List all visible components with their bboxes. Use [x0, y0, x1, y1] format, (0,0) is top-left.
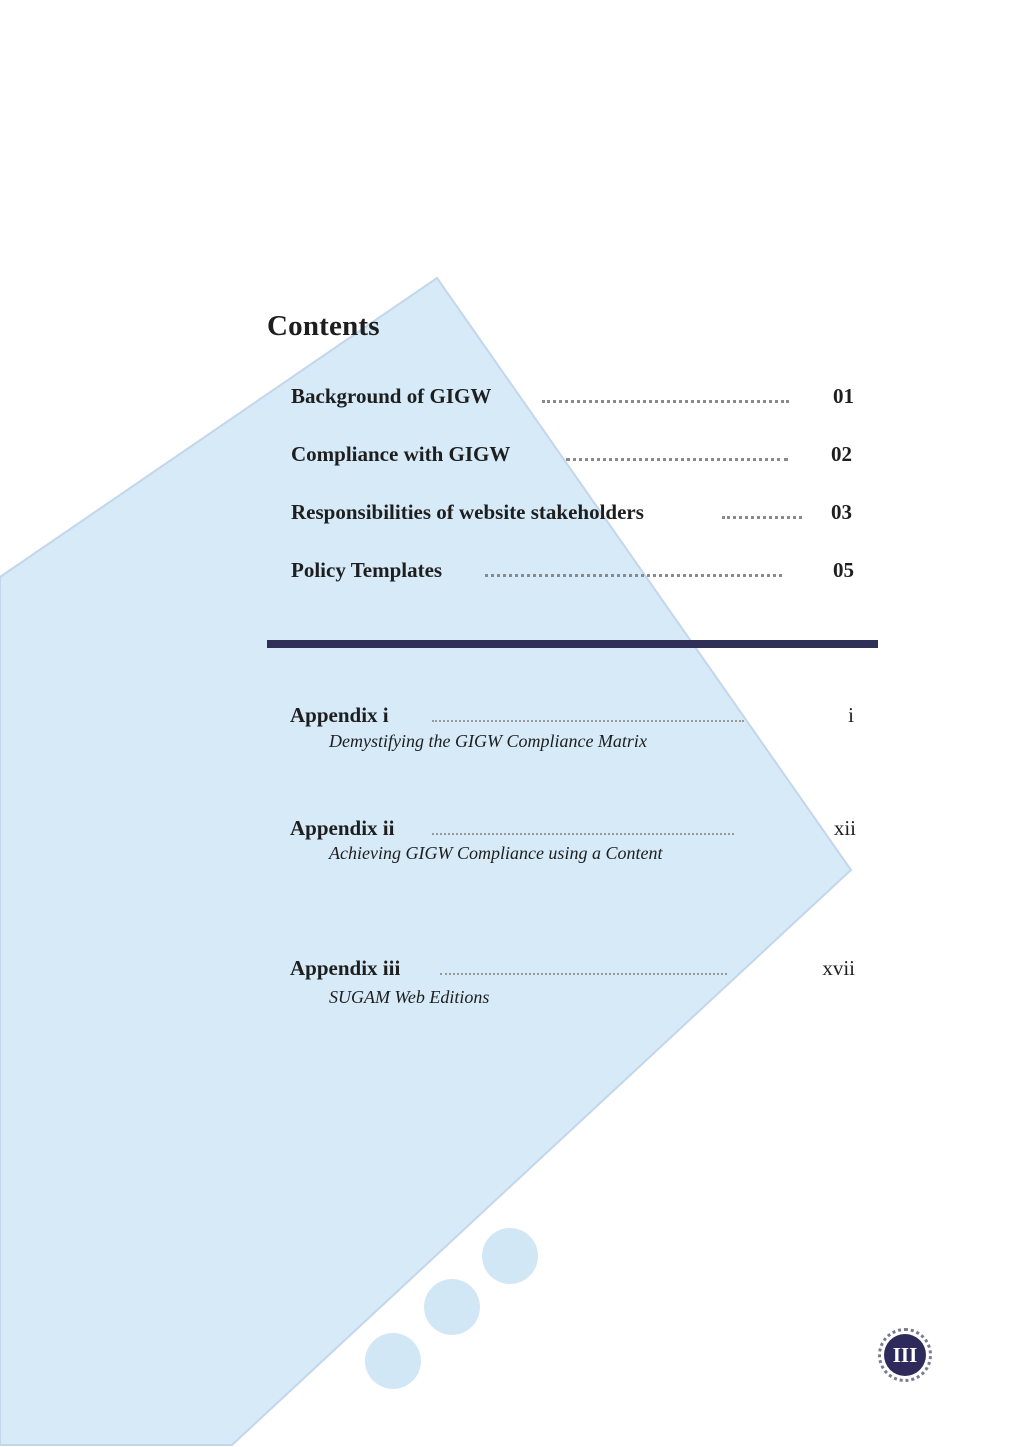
dot-leader: [722, 516, 802, 519]
decorative-circle-medium: [424, 1279, 480, 1335]
appendix-page: xvii: [822, 956, 855, 980]
appendix-subtitle: Demystifying the GIGW Compliance Matrix: [329, 731, 647, 751]
appendix-label[interactable]: Appendix ii: [290, 816, 395, 840]
page-number-badge: [878, 1328, 932, 1382]
toc-entry-label[interactable]: Policy Templates: [291, 558, 443, 582]
dot-leader: [485, 574, 782, 577]
appendix-page: i: [848, 703, 854, 727]
decorative-circle-small: [365, 1333, 421, 1389]
appendix-subtitle: Achieving GIGW Compliance using a Content: [329, 843, 663, 863]
toc-entry-label[interactable]: Background of GIGW: [291, 384, 492, 408]
toc-entry-page: 03: [831, 500, 852, 524]
page-title: Contents: [267, 310, 380, 342]
appendix-label[interactable]: Appendix i: [290, 703, 389, 727]
appendix-subtitle: SUGAM Web Editions: [329, 987, 490, 1007]
toc-entry-label[interactable]: Compliance with GIGW: [291, 442, 511, 466]
dot-leader: [440, 973, 727, 975]
toc-entry-page: 05: [833, 558, 854, 582]
appendix-label[interactable]: Appendix iii: [290, 956, 401, 980]
toc-entry-label[interactable]: Responsibilities of website stakeholders: [291, 500, 644, 524]
toc-entry-page: 01: [833, 384, 854, 408]
decorative-circle-large: [482, 1228, 538, 1284]
section-divider: [267, 640, 878, 648]
dot-leader: [432, 720, 744, 722]
appendix-page: xii: [833, 816, 856, 840]
dot-leader: [566, 458, 788, 461]
page-number: III: [884, 1334, 926, 1376]
dot-leader: [542, 400, 789, 403]
toc-entry-page: 02: [831, 442, 852, 466]
dot-leader: [432, 833, 734, 835]
